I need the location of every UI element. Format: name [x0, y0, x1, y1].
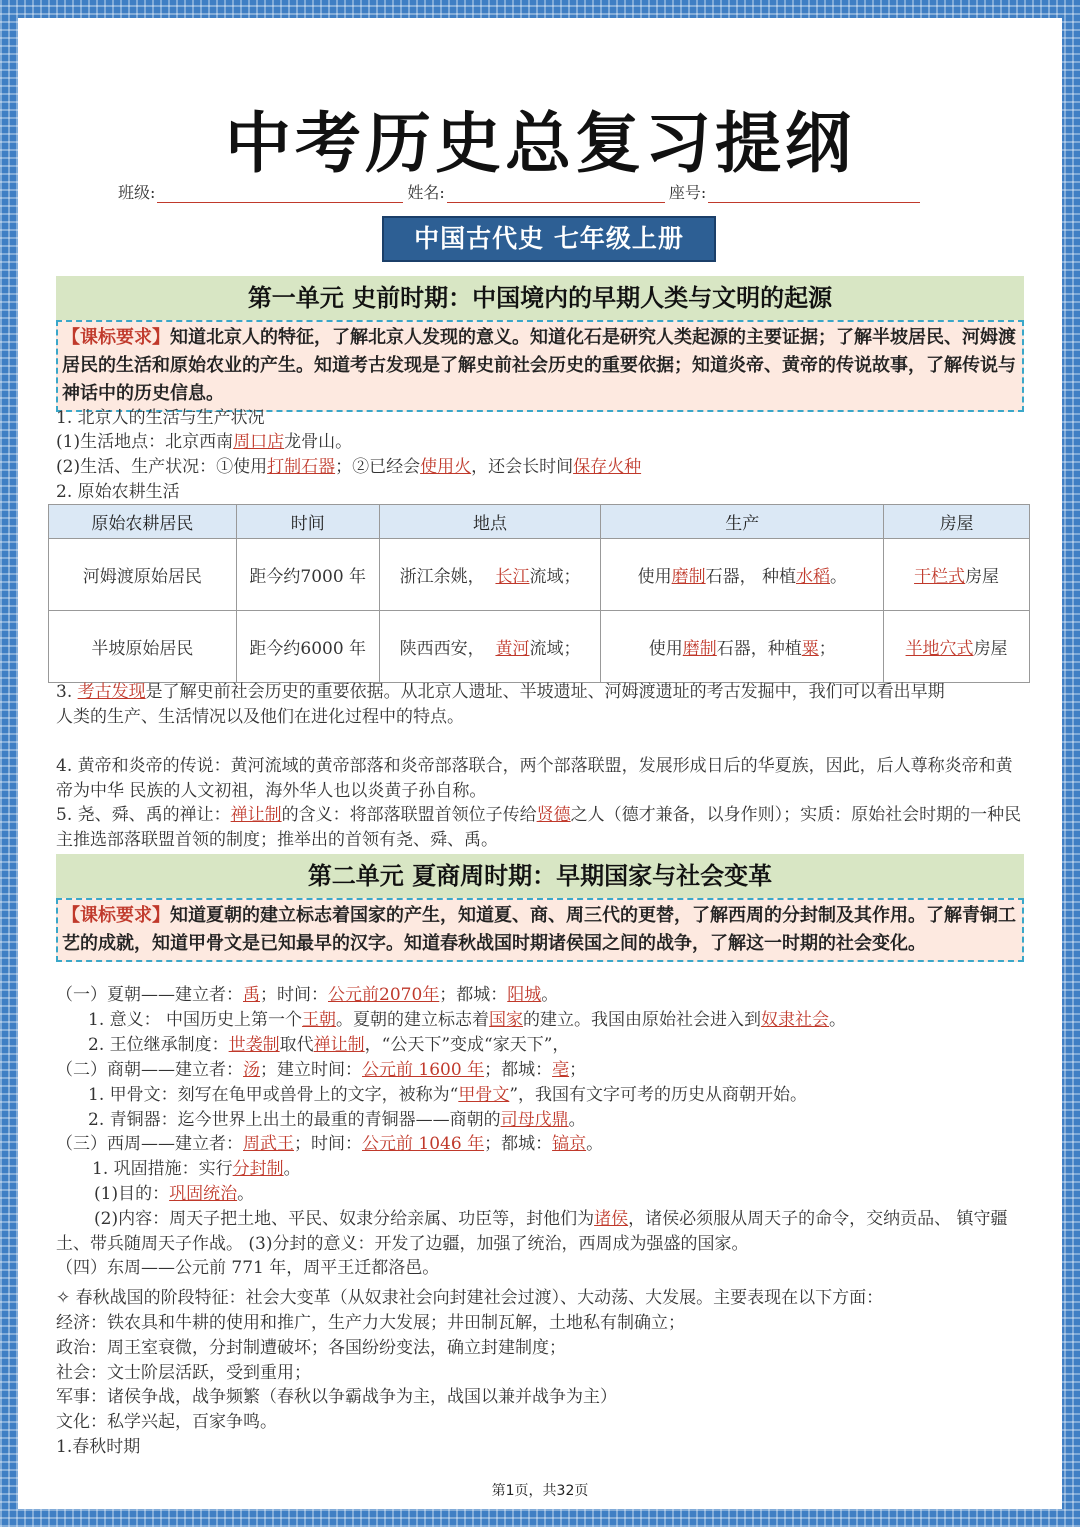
unit1-title: 第一单元 史前时期：中国境内的早期人类与文明的起源 [56, 276, 1024, 320]
page-title: 中考历史总复习提纲 [225, 105, 855, 182]
text-segment: 是了解史前社会历史的重要依据。从北京人遗址、半坡遗址、河姆渡遗址的考古发掘中，我们可以看出早期 [145, 682, 945, 702]
class-label: 班级: [118, 183, 156, 202]
dongzhou-line: （四）东周——公元前 771 年，周平王迁都洛邑。 [56, 1258, 440, 1278]
text-segment: 石器，种植 [716, 639, 802, 659]
text-segment: 1. 巩固措施：实行 [92, 1159, 233, 1179]
key-term: 巩固统治 [169, 1184, 238, 1204]
key-term: 禹 [243, 985, 260, 1005]
spring-autumn-title: ✧ 春秋战国的阶段特征：社会大变革（从奴隶社会向封建社会过渡）、大动荡、大发展。主要表现在以下方面： [56, 1288, 884, 1308]
requirement-text: 知道北京人的特征，了解北京人发现的意义。知道化石是研究人类起源的主要证据；了解半坡居民、河姆渡居民的生活和原始农业的产生。知道考古发现是了解史前社会历史的重要依据；知道炎帝、黄帝的传说故事，了解传说与神话中的历史信息。 [62, 327, 1016, 404]
text-segment: 5. 尧、舜、禹的禅让： [56, 805, 231, 825]
unit1-para-4: 4. 黄帝和炎帝的传说：黄河流域的黄帝部落和炎帝部落联合，两个部落联盟，发展形成日后的华夏族，因此，后人尊称炎帝和黄帝为中华 民族的人文初祖，海外华人也以炎黄子孙自称。 [56, 756, 1013, 801]
table-row [49, 611, 1030, 683]
text-segment: ；都城： [484, 1134, 553, 1154]
key-term: 打制石器 [267, 457, 336, 477]
text-segment: ； [818, 639, 836, 659]
table-header: 时间 [236, 505, 379, 539]
text-segment: 。 [237, 1184, 255, 1204]
key-term: 甲骨文 [458, 1085, 510, 1105]
document-page [18, 18, 1062, 1509]
key-term: 保存火种 [573, 457, 642, 477]
unit1-para-3 [56, 680, 1026, 729]
text-segment: ； [569, 1060, 587, 1080]
key-term: 禅让制 [230, 805, 282, 825]
table-cell [601, 539, 884, 611]
key-term: 公元前2070年 [328, 985, 440, 1005]
table-cell [884, 611, 1030, 683]
text-segment: 。 [568, 1110, 586, 1130]
text-segment: ；都城： [439, 985, 508, 1005]
table-header: 房屋 [884, 505, 1030, 539]
text-segment: 2. 王位继承制度： [88, 1035, 229, 1055]
text-segment: ；都城： [484, 1060, 553, 1080]
key-term: 公元前 1046 年 [362, 1134, 485, 1154]
xia-line-1 [88, 1008, 1026, 1033]
text-segment: ，还会长时间 [471, 457, 574, 477]
text-segment: 浙江余姚， [399, 567, 485, 587]
table-cell: 距今约7000 年 [236, 539, 379, 611]
zhou-line-3 [56, 1207, 1026, 1256]
text-segment: ，诸侯必须服从周天子的命令，交纳贡品、 镇守疆土、带兵随周天子作战。 (3)分封的意义：开发了边疆，加强了统治，西周成为强盛的国家。 [56, 1209, 1008, 1254]
text-segment: 2. 青铜器：迄今世界上出土的最重的青铜器——商朝的 [88, 1110, 501, 1130]
unit1-line-3 [56, 455, 1026, 480]
text-segment: 。 [541, 985, 559, 1005]
text-segment: (1)生活地点：北京西南 [56, 432, 234, 452]
shang-line [56, 1058, 1026, 1083]
text-segment: 3. [56, 682, 78, 702]
key-term: 长江 [495, 567, 530, 587]
key-term: 半地穴式 [905, 639, 974, 659]
text-segment: 。夏朝的建立标志着 [336, 1010, 490, 1030]
key-term: 贤德 [536, 805, 571, 825]
key-term: 镐京 [552, 1134, 587, 1154]
text-segment: 取代 [279, 1035, 314, 1055]
key-term: 考古发现 [77, 682, 146, 702]
key-term: 亳 [552, 1060, 570, 1080]
zhou-line-1 [92, 1157, 1026, 1182]
key-term: 分封制 [232, 1159, 284, 1179]
key-term: 磨制 [682, 639, 717, 659]
key-term: 诸侯 [594, 1209, 629, 1229]
key-term: 周武王 [243, 1134, 294, 1154]
xia-line [56, 983, 1026, 1008]
feature-politics: 政治：周王室衰微，分封制遭破坏；各国纷纷变法，确立封建制度； [56, 1338, 566, 1358]
feature-culture: 文化：私学兴起，百家争鸣。 [56, 1412, 277, 1432]
table-header-row [49, 505, 1030, 539]
key-term: 黄河 [495, 639, 530, 659]
text-segment: ；时间： [294, 1134, 362, 1154]
text-segment: ；建立时间： [260, 1060, 362, 1080]
text-segment: (1)目的： [94, 1184, 170, 1204]
key-term: 汤 [243, 1060, 260, 1080]
zhou-line [56, 1132, 1026, 1157]
requirement-tag: 【课标要求】 [62, 327, 170, 348]
xia-line-2 [88, 1033, 1026, 1058]
page-footer: 第1页，共32页 [491, 1483, 589, 1499]
text-segment: 。 [283, 1159, 301, 1179]
shang-line-2 [88, 1108, 1026, 1133]
table-cell [379, 611, 601, 683]
class-field[interactable] [157, 183, 403, 203]
text-segment: （一）夏朝——建立者： [56, 985, 243, 1005]
zhou-line-2 [94, 1182, 1026, 1207]
key-term: 使用火 [420, 457, 472, 477]
feature-economy: 经济：铁农具和牛耕的使用和推广，生产力大发展；井田制瓦解，土地私有制确立； [56, 1313, 685, 1333]
feature-society: 社会：文士阶层活跃，受到重用； [56, 1363, 311, 1383]
key-term: 公元前 1600 年 [362, 1060, 485, 1080]
unit2-title: 第二单元 夏商周时期：早期国家与社会变革 [56, 854, 1024, 898]
farming-table [48, 504, 1030, 683]
key-term: 水稻 [796, 567, 830, 587]
text-segment: 房屋 [965, 567, 1000, 587]
key-term: 干栏式 [914, 567, 966, 587]
seat-label: 座号: [668, 183, 707, 202]
text-segment: 的含义：将部落联盟首领位子传给 [281, 805, 537, 825]
unit1-para-5 [56, 803, 1026, 852]
key-term: 禅让制 [313, 1035, 365, 1055]
text-segment: ；②已经会 [335, 457, 421, 477]
table-cell: 距今约6000 年 [236, 611, 379, 683]
text-segment: 流域； [529, 567, 581, 587]
key-term: 世袭制 [228, 1035, 280, 1055]
text-segment: 使用 [648, 639, 683, 659]
text-segment: 。 [830, 567, 847, 587]
table-header: 原始农耕居民 [49, 505, 237, 539]
text-segment: ”，我国有文字可考的历史从商朝开始。 [509, 1085, 808, 1105]
text-segment: 。 [829, 1010, 847, 1030]
key-term: 磨制 [671, 567, 706, 587]
requirement-tag: 【课标要求】 [62, 905, 170, 926]
text-segment: 石器， 种植 [705, 567, 796, 587]
text-segment: 人类的生产、生活情况以及他们在进化过程中的特点。 [56, 706, 464, 727]
unit1-requirements [56, 320, 1024, 412]
unit1-line-2 [56, 430, 1026, 455]
student-info-line [118, 180, 924, 203]
table-cell: 半坡原始居民 [49, 611, 237, 683]
text-segment: （三）西周——建立者： [56, 1134, 243, 1154]
key-term: 国家 [489, 1010, 524, 1030]
text-segment: 龙骨山。 [284, 432, 353, 452]
table-cell [884, 539, 1030, 611]
key-term: 阳城 [507, 985, 542, 1005]
name-label: 姓名: [407, 183, 445, 202]
table-row [49, 539, 1030, 611]
name-field[interactable] [447, 183, 665, 203]
text-segment: (2)内容：周天子把土地、平民、奴隶分给亲属、功臣等，封他们为 [94, 1209, 595, 1229]
requirement-text: 知道夏朝的建立标志着国家的产生，知道夏、商、周三代的更替，了解西周的分封制及其作用。了解青铜工艺的成就，知道甲骨文是已知最早的汉字。知道春秋战国时期诸侯国之间的战争，了解这一时期的社会变化。 [62, 905, 1016, 954]
seat-field[interactable] [708, 183, 920, 203]
key-term: 周口店 [233, 432, 285, 452]
text-segment: 的建立。我国由原始社会进入到 [523, 1010, 762, 1030]
text-segment: 陕西西安， [399, 639, 485, 659]
table-header: 生产 [601, 505, 884, 539]
text-segment: 房屋 [973, 639, 1008, 659]
shang-line-1 [88, 1083, 1026, 1108]
text-segment: ；时间： [260, 985, 328, 1005]
text-segment: 之人（德才兼备，以身作则）；实质：原始社会时期的一种民主推选部落联盟首领的制度；推举出的首领有尧、舜、禹。 [56, 805, 1022, 850]
text-segment: 使用 [637, 567, 672, 587]
key-term: 王朝 [302, 1010, 337, 1030]
text-segment: 流域； [529, 639, 581, 659]
text-segment: 1. 甲骨文：刻写在龟甲或兽骨上的文字，被称为“ [88, 1085, 459, 1105]
key-term: 粟 [801, 639, 819, 659]
text-segment: (2)生活、生产状况：①使用 [56, 457, 268, 477]
text-segment: （二）商朝——建立者： [56, 1060, 243, 1080]
spring-period-heading: 1.春秋时期 [56, 1437, 141, 1457]
unit1-line-4: 2. 原始农耕生活 [56, 482, 180, 502]
feature-military: 军事：诸侯争战，战争频繁（春秋以争霸战争为主，战国以兼并战争为主） [56, 1387, 617, 1407]
text-segment: ，“公天下”变成“家天下”， [364, 1035, 570, 1055]
table-cell [379, 539, 601, 611]
table-header: 地点 [379, 505, 601, 539]
text-segment: 。 [586, 1134, 604, 1154]
unit2-requirements [56, 898, 1024, 962]
table-cell [601, 611, 884, 683]
table-cell: 河姆渡原始居民 [49, 539, 237, 611]
key-term: 司母戊鼎 [500, 1110, 569, 1130]
period-banner: 中国古代史 七年级上册 [382, 216, 716, 262]
key-term: 奴隶社会 [761, 1010, 830, 1030]
text-segment: 1. 意义： 中国历史上第一个 [88, 1010, 303, 1030]
unit1-line-1: 1. 北京人的生活与生产状况 [56, 408, 265, 428]
